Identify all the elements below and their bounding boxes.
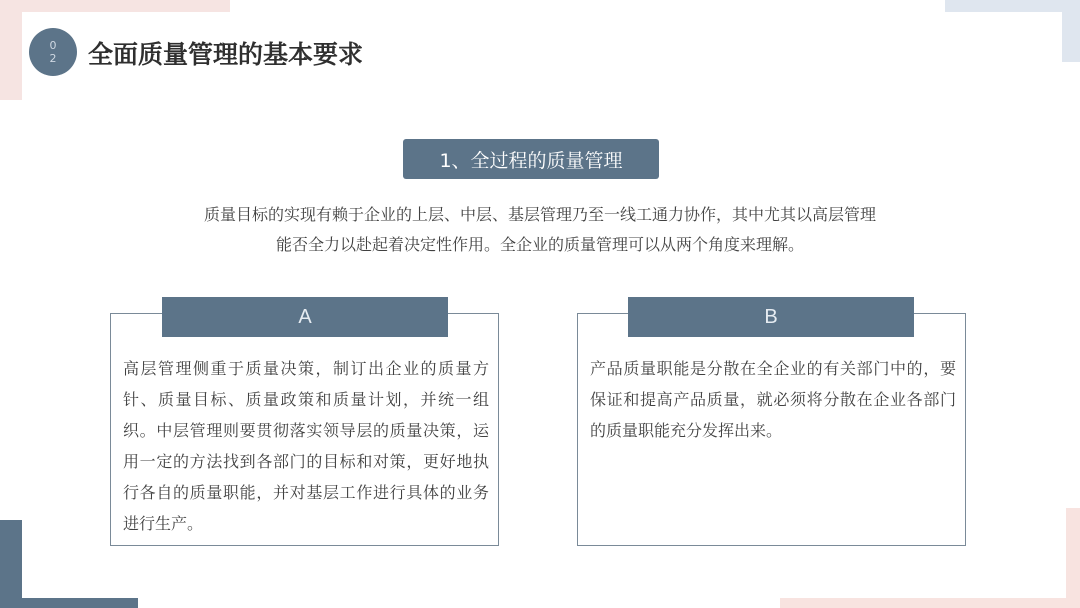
badge-digit-bottom: 2 bbox=[49, 52, 57, 65]
corner-decoration-bottom-left bbox=[0, 520, 22, 608]
page-title: 全面质量管理的基本要求 bbox=[88, 40, 364, 69]
card-a-tab: A bbox=[162, 297, 448, 337]
section-number-badge bbox=[29, 28, 77, 76]
corner-decoration-top-right-bar bbox=[1062, 0, 1080, 62]
corner-decoration-bottom-right bbox=[780, 598, 1080, 608]
corner-decoration-bottom-right-bar bbox=[1066, 508, 1080, 608]
card-b-text: 产品质量职能是分散在全企业的有关部门中的，要保证和提高产品质量，就必须将分散在企业各部门的质量职能充分发挥出来。 bbox=[590, 359, 956, 440]
corner-decoration-top-right bbox=[945, 0, 1080, 12]
intro-paragraph bbox=[140, 200, 940, 260]
card-b-tab: B bbox=[628, 297, 914, 337]
corner-decoration-bottom-left-bar bbox=[0, 598, 138, 608]
intro-line-2: 能否全力以赴起着决定性作用。全企业的质量管理可以从两个角度来理解。 bbox=[275, 235, 804, 254]
intro-line-1: 质量目标的实现有赖于企业的上层、中层、基层管理乃至一线工通力协作，其中尤其以高层管理 bbox=[203, 205, 876, 224]
section-label: 1、全过程的质量管理 bbox=[403, 139, 659, 179]
corner-decoration-top-left bbox=[0, 0, 22, 100]
badge-digit-top: 0 bbox=[49, 39, 57, 52]
card-a-text: 高层管理侧重于质量决策，制订出企业的质量方针、质量目标、质量政策和质量计划，并统一组织。中层管理则要贯彻落实领导层的质量决策，运用一定的方法找到各部门的目标和对策，更好地执行各自的质量职能，并对基层工作进行具体的业务进行生产。 bbox=[123, 359, 489, 533]
corner-decoration-top-left-bar bbox=[0, 0, 230, 12]
